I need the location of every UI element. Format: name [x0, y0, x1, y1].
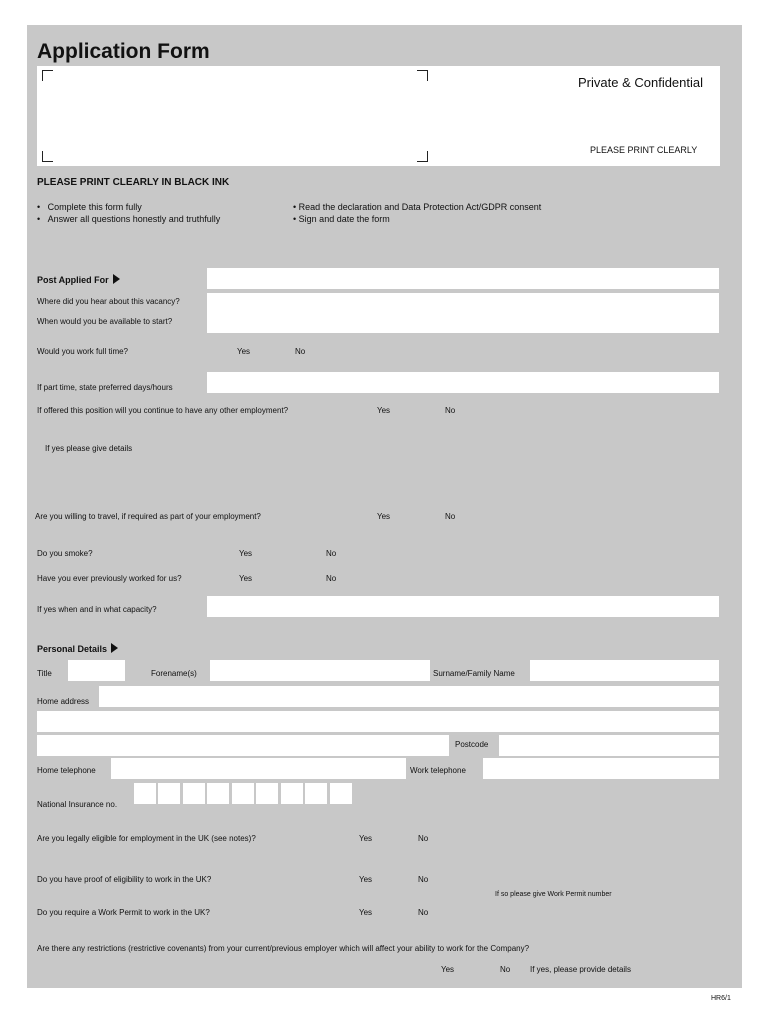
ni-box[interactable]: [158, 783, 180, 804]
crop-mark: [417, 151, 428, 162]
worked-no[interactable]: No: [326, 574, 337, 583]
work-tel-input[interactable]: [483, 758, 719, 779]
restrictions-no[interactable]: No: [500, 965, 511, 974]
instruction-item: • Answer all questions honestly and truthfully: [37, 214, 221, 224]
ni-box[interactable]: [256, 783, 278, 804]
instruction-item: • Complete this form fully: [37, 202, 142, 212]
work-tel-label: Work telephone: [410, 766, 466, 775]
proof-no[interactable]: No: [418, 875, 429, 884]
ni-box[interactable]: [207, 783, 229, 804]
crop-mark: [42, 70, 53, 81]
other-employment-label: If offered this position will you continue to have any other employment?: [37, 406, 289, 415]
form-title: Application Form: [37, 40, 210, 63]
instructions-heading: PLEASE PRINT CLEARLY IN BLACK INK: [37, 177, 230, 188]
fulltime-yes[interactable]: Yes: [237, 347, 251, 356]
vacancy-input[interactable]: [207, 293, 719, 333]
details-label: If yes please give details: [45, 444, 133, 453]
permit-no[interactable]: No: [418, 908, 429, 917]
permit-label: Do you require a Work Permit to work in the UK?: [37, 908, 210, 917]
post-heading: Post Applied For: [37, 274, 120, 285]
smoke-yes[interactable]: Yes: [239, 549, 253, 558]
eligible-yes[interactable]: Yes: [359, 834, 373, 843]
travel-no[interactable]: No: [445, 512, 456, 521]
chevron-right-icon: [111, 643, 118, 653]
other-employment-yes[interactable]: Yes: [377, 406, 391, 415]
fulltime-no[interactable]: No: [295, 347, 306, 356]
worked-yes[interactable]: Yes: [239, 574, 253, 583]
parttime-input[interactable]: [207, 372, 719, 393]
proof-yes[interactable]: Yes: [359, 875, 373, 884]
print-clearly-label: PLEASE PRINT CLEARLY: [590, 145, 698, 155]
forenames-label: Forename(s): [151, 669, 197, 678]
ni-label: National Insurance no.: [37, 800, 118, 809]
crop-mark: [42, 151, 53, 162]
chevron-right-icon: [113, 274, 120, 284]
restrictions-details-label: If yes, please provide details: [530, 965, 631, 974]
surname-input[interactable]: [530, 660, 719, 681]
crop-mark: [417, 70, 428, 81]
home-address-input-2[interactable]: [37, 711, 719, 732]
home-address-label: Home address: [37, 697, 90, 706]
travel-yes[interactable]: Yes: [377, 512, 391, 521]
smoke-label: Do you smoke?: [37, 549, 93, 558]
restrictions-yes[interactable]: Yes: [441, 965, 455, 974]
forenames-input[interactable]: [210, 660, 430, 681]
eligible-label: Are you legally eligible for employment in the UK (see notes)?: [37, 834, 256, 843]
surname-label: Surname/Family Name: [433, 669, 515, 678]
confidential-label: Private & Confidential: [578, 75, 704, 90]
postcode-input[interactable]: [499, 735, 719, 756]
home-address-input[interactable]: [99, 686, 719, 707]
proof-label: Do you have proof of eligibility to work in the UK?: [37, 875, 212, 884]
ni-box[interactable]: [134, 783, 156, 804]
travel-label: Are you willing to travel, if required as part of your employment?: [35, 512, 261, 521]
available-label: When would you be available to start?: [37, 317, 173, 326]
capacity-input[interactable]: [207, 596, 719, 617]
form-code: HR6/1: [711, 995, 731, 1002]
ni-box[interactable]: [330, 783, 352, 804]
ni-box[interactable]: [305, 783, 327, 804]
other-employment-no[interactable]: No: [445, 406, 456, 415]
parttime-label: If part time, state preferred days/hours: [37, 383, 173, 392]
title-input[interactable]: [68, 660, 125, 681]
form-sheet: [27, 25, 742, 988]
eligible-no[interactable]: No: [418, 834, 429, 843]
postcode-label: Postcode: [455, 740, 489, 749]
personal-heading: Personal Details: [37, 643, 118, 654]
permit-note: If so please give Work Permit number: [495, 891, 612, 898]
title-label: Title: [37, 669, 52, 678]
home-address-input-3[interactable]: [37, 735, 449, 756]
capacity-label: If yes when and in what capacity?: [37, 605, 157, 614]
restrictions-label: Are there any restrictions (restrictive covenants) from your current/previous employer which will affect your ability to work for the Company?: [37, 944, 530, 953]
post-input[interactable]: [207, 268, 719, 289]
instruction-item: • Read the declaration and Data Protection Act/GDPR consent: [293, 202, 542, 212]
permit-yes[interactable]: Yes: [359, 908, 373, 917]
instruction-item: • Sign and date the form: [293, 214, 390, 224]
home-tel-label: Home telephone: [37, 766, 96, 775]
ni-box[interactable]: [281, 783, 303, 804]
hear-label: Where did you hear about this vacancy?: [37, 297, 180, 306]
worked-label: Have you ever previously worked for us?: [37, 574, 182, 583]
ni-box[interactable]: [183, 783, 205, 804]
smoke-no[interactable]: No: [326, 549, 337, 558]
ni-box[interactable]: [232, 783, 254, 804]
fulltime-label: Would you work full time?: [37, 347, 128, 356]
home-tel-input[interactable]: [111, 758, 406, 779]
